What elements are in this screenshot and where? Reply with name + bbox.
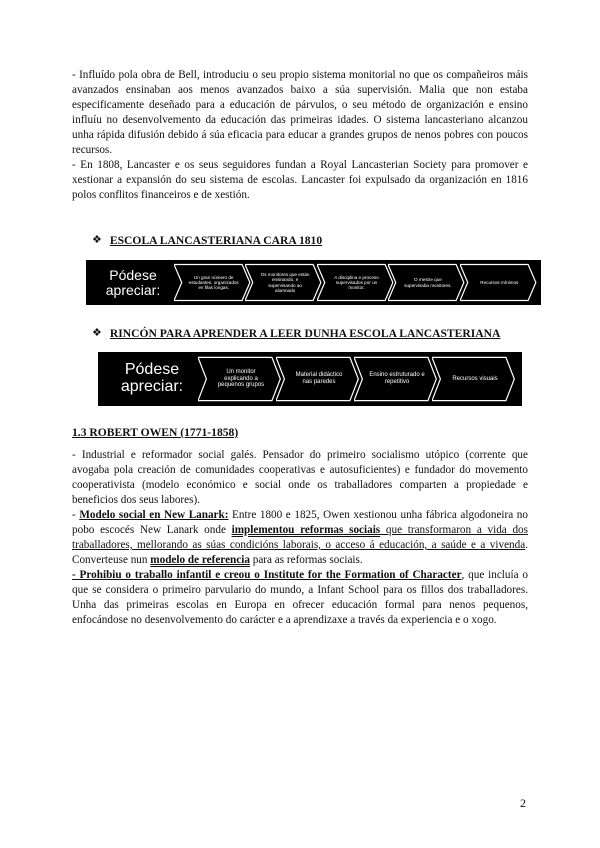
process-step-3 [317,260,394,305]
reference-model-emphasis: modelo de referencia [150,554,250,566]
section-b-band-title: Pódese apreciar: [120,361,184,395]
process-step-label: Un monitor explicando a pequenos grupos [217,368,265,389]
section-b-heading: RINCÓN PARA APRENDER A LEER DUNHA ESCOLA LANCASTERIANA [109,327,501,340]
process-step-3 [354,352,438,406]
process-step-label: Recursos visuais [452,375,498,382]
process-step-label: Ensino estruturado e repetitivo [369,372,425,385]
owen-section [72,425,528,628]
institute-label: Prohibiu o traballo infantil e creou o Institute for the Formation of Character [79,569,462,581]
intro-paragraph-2: - En 1808, Lancaster e os seus seguidores fundan a Royal Lancasterian Society para promover e xestionar a expansión do seu sistema de escolas. Lancaster foi expulsado da organización en 1816 polos conflitos financeiros e de xestión. [72,159,528,201]
section-b-diagram [98,352,522,406]
owen-paragraph-2 [72,508,528,568]
text-run-underlined: que transformaron a vida dos traballadores, mellorando as súas condicións laborais, o acceso á educación, a saúde e a vivenda [72,524,528,551]
process-step-label: Un gran número de estudantes, organizados en filas longas. [188,274,239,291]
diamond-bullet-icon: ❖ [92,234,102,246]
process-step-5 [460,260,537,305]
process-step-label: O mestre que supervisaba monitores. [404,277,452,288]
process-step-1 [174,260,251,305]
new-lanark-label: Modelo social en New Lanark: [79,509,229,521]
page-body [72,68,528,203]
process-step-4 [388,260,465,305]
owen-heading: 1.3 ROBERT OWEN (1771-1858) [72,426,239,439]
process-step-2 [245,260,322,305]
process-step-label: Os monitores que están ensinando, e supervisando ao alumnado [260,271,310,293]
section-b-heading-row [72,326,528,341]
process-step-label: A disciplina e proceso supervisados por un monitor. [334,274,379,291]
intro-paragraph-1: - Influído pola obra de Bell, introduciu o seu propio sistema monitorial no que os compañeiros máis avanzados ensinaban aos menos avanzados baixo a súa supervisión. Malia que non estaba especificamente deseñado para a educación de párvulos, o seu método de organización e ensino influíu no desenvolvemento da educación das primeiras idades. O sistema lancasteriano alcanzou unha rápida difusión debido á súa eficacia para educar a grandes grupos de nenos pobres con poucos recursos. [72,69,528,156]
page-number: 2 [520,796,526,810]
text-run: para as reformas sociais. [249,554,363,566]
section-a-diagram [86,260,541,305]
dash: - [72,569,80,581]
section-a-band-title: Pódese apreciar: [105,266,161,298]
process-step-4 [432,352,516,406]
process-step-2 [276,352,360,406]
owen-paragraph-3 [72,568,528,628]
diamond-bullet-icon: ❖ [92,327,102,339]
section-a-heading: ESCOLA LANCASTERIANA CARA 1810 [109,234,323,247]
process-step-label: Material didáctico nas paredes [295,372,343,385]
section-a-heading-row [72,233,528,248]
text-run: . Converteuse nun [72,539,528,566]
dash: - [72,509,80,521]
text-run: , que incluía o que se considera o primeiro parvulario do mundo, a Infant School para os fillos dos traballadores. Unha das primeiras escolas en Europa en ofrecer educación formal para nenos pequenos, enfocándose no desenvolvemento do carácter e a aprendizaxe a través da experiencia e o xogo. [72,569,528,626]
owen-paragraph-1: - Industrial e reformador social galés. Pensador do primeiro socialismo utópico (corrente que avogaba pola creación de comunidades cooperativas e autosuficientes) e fundador do movemento cooperativista (modelo económico e social onde os traballadores comparten a propiedade e beneficios dos seus labores). [72,449,528,506]
process-step-label: Recursos mínimos [480,279,519,285]
text-run: Entre 1800 e 1825, Owen xestionou unha fábrica algodoneira no pobo escocés New Lanark onde [72,509,528,536]
process-step-1 [198,352,282,406]
reforms-emphasis: implementou reformas sociais [231,524,381,536]
